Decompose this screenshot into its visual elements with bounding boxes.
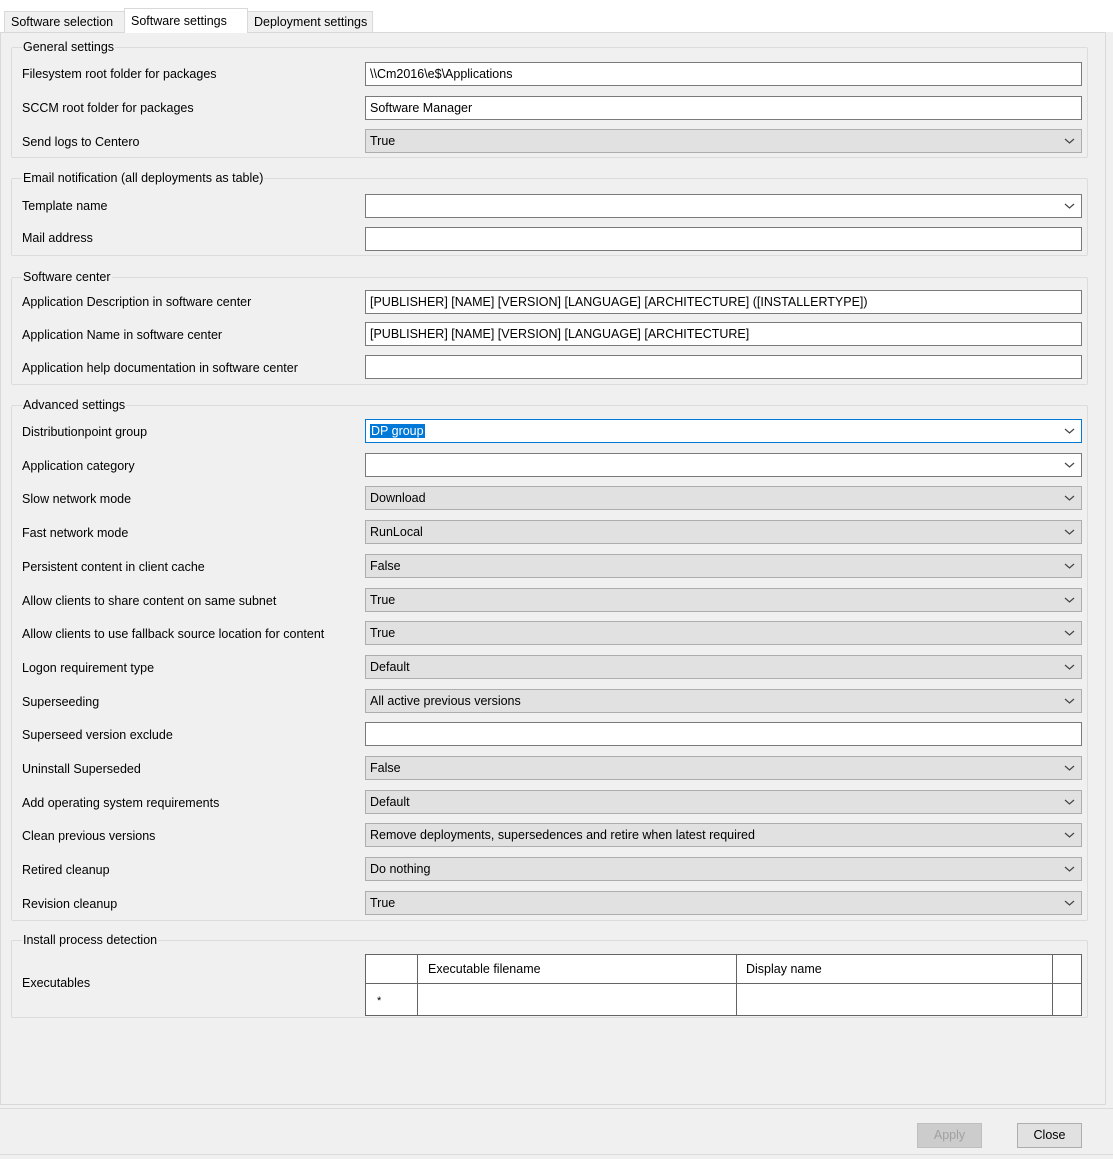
logon-requirement-value: Default bbox=[370, 660, 410, 674]
chevron-down-icon bbox=[1064, 697, 1075, 705]
sccm-root-input[interactable]: Software Manager bbox=[365, 96, 1082, 120]
fs-root-input[interactable]: \\Cm2016\e$\Applications bbox=[365, 62, 1082, 86]
chevron-down-icon bbox=[1064, 461, 1075, 469]
os-requirements-label: Add operating system requirements bbox=[22, 796, 220, 810]
install-detection-legend: Install process detection bbox=[23, 933, 158, 947]
tab-deployment-settings[interactable]: Deployment settings bbox=[247, 11, 373, 32]
retired-cleanup-select[interactable] bbox=[365, 857, 1082, 881]
chevron-down-icon bbox=[1064, 629, 1075, 637]
email-notification-legend: Email notification (all deployments as table) bbox=[23, 171, 264, 185]
uninstall-superseded-value: False bbox=[370, 761, 401, 775]
mail-address-label: Mail address bbox=[22, 231, 93, 245]
footer-divider bbox=[0, 1108, 1113, 1109]
new-row-filename-cell[interactable] bbox=[418, 984, 736, 1015]
chevron-down-icon bbox=[1064, 494, 1075, 502]
template-name-label: Template name bbox=[22, 199, 108, 213]
new-row-marker: * bbox=[377, 995, 382, 1007]
executables-grid[interactable] bbox=[365, 954, 1082, 1016]
apply-button[interactable]: Apply bbox=[917, 1123, 982, 1148]
chevron-down-icon bbox=[1064, 798, 1075, 806]
chevron-down-icon bbox=[1064, 663, 1075, 671]
revision-cleanup-value: True bbox=[370, 896, 396, 910]
app-description-label: Application Description in software center bbox=[22, 295, 252, 309]
chevron-down-icon bbox=[1064, 427, 1075, 435]
revision-cleanup-label: Revision cleanup bbox=[22, 897, 118, 911]
os-requirements-value: Default bbox=[370, 795, 410, 809]
share-content-select[interactable] bbox=[365, 588, 1082, 612]
tab-strip bbox=[0, 0, 1113, 32]
fallback-source-select[interactable] bbox=[365, 621, 1082, 645]
fast-network-label: Fast network mode bbox=[22, 526, 129, 540]
grid-header-display-name[interactable]: Display name bbox=[736, 955, 1052, 984]
uninstall-superseded-label: Uninstall Superseded bbox=[22, 762, 141, 776]
persistent-content-value: False bbox=[370, 559, 401, 573]
close-button[interactable]: Close bbox=[1017, 1123, 1082, 1148]
slow-network-select[interactable] bbox=[365, 486, 1082, 510]
retired-cleanup-value: Do nothing bbox=[370, 862, 431, 876]
app-help-input[interactable] bbox=[365, 355, 1082, 379]
new-row-display-name-cell[interactable] bbox=[737, 984, 1052, 1015]
slow-network-value: Download bbox=[370, 491, 426, 505]
chevron-down-icon bbox=[1064, 528, 1075, 536]
sccm-root-label: SCCM root folder for packages bbox=[22, 101, 194, 115]
chevron-down-icon bbox=[1064, 764, 1075, 772]
send-logs-value: True bbox=[370, 134, 396, 148]
clean-previous-select[interactable] bbox=[365, 823, 1082, 847]
superseed-exclude-label: Superseed version exclude bbox=[22, 728, 173, 742]
persistent-content-select[interactable] bbox=[365, 554, 1082, 578]
grid-divider bbox=[1052, 955, 1053, 1015]
superseeding-select[interactable] bbox=[365, 689, 1082, 713]
send-logs-select[interactable] bbox=[365, 129, 1082, 153]
fast-network-select[interactable] bbox=[365, 520, 1082, 544]
tab-software-selection[interactable]: Software selection bbox=[4, 11, 125, 32]
clean-previous-value: Remove deployments, supersedences and retire when latest required bbox=[370, 828, 755, 842]
share-content-label: Allow clients to share content on same subnet bbox=[22, 594, 277, 608]
template-name-select[interactable] bbox=[365, 194, 1082, 218]
dp-group-label: Distributionpoint group bbox=[22, 425, 148, 439]
clean-previous-label: Clean previous versions bbox=[22, 829, 156, 843]
superseed-exclude-input[interactable] bbox=[365, 722, 1082, 746]
dp-group-select[interactable] bbox=[365, 419, 1082, 443]
fs-root-label: Filesystem root folder for packages bbox=[22, 67, 217, 81]
retired-cleanup-label: Retired cleanup bbox=[22, 863, 110, 877]
grid-header-filename[interactable]: Executable filename bbox=[418, 955, 736, 984]
general-settings-legend: General settings bbox=[23, 40, 115, 54]
executables-label: Executables bbox=[22, 976, 91, 990]
chevron-down-icon bbox=[1064, 865, 1075, 873]
fast-network-value: RunLocal bbox=[370, 525, 423, 539]
app-category-select[interactable] bbox=[365, 453, 1082, 477]
chevron-down-icon bbox=[1064, 562, 1075, 570]
revision-cleanup-select[interactable] bbox=[365, 891, 1082, 915]
superseeding-label: Superseeding bbox=[22, 695, 100, 709]
share-content-value: True bbox=[370, 593, 396, 607]
os-requirements-select[interactable] bbox=[365, 790, 1082, 814]
app-name-input[interactable]: [PUBLISHER] [NAME] [VERSION] [LANGUAGE] [ARCHITECTURE] bbox=[365, 322, 1082, 346]
tab-software-settings[interactable]: Software settings bbox=[124, 8, 248, 33]
chevron-down-icon bbox=[1064, 137, 1075, 145]
app-category-label: Application category bbox=[22, 459, 135, 473]
app-name-label: Application Name in software center bbox=[22, 328, 223, 342]
app-help-label: Application help documentation in software center bbox=[22, 361, 298, 375]
software-center-legend: Software center bbox=[23, 270, 111, 284]
logon-requirement-label: Logon requirement type bbox=[22, 661, 155, 675]
send-logs-label: Send logs to Centero bbox=[22, 135, 140, 149]
advanced-settings-legend: Advanced settings bbox=[23, 398, 126, 412]
mail-address-input[interactable] bbox=[365, 227, 1082, 251]
persistent-content-label: Persistent content in client cache bbox=[22, 560, 205, 574]
slow-network-label: Slow network mode bbox=[22, 492, 132, 506]
fallback-source-label: Allow clients to use fallback source location for content bbox=[22, 627, 325, 641]
chevron-down-icon bbox=[1064, 831, 1075, 839]
app-description-input[interactable]: [PUBLISHER] [NAME] [VERSION] [LANGUAGE] [ARCHITECTURE] ([INSTALLERTYPE]) bbox=[365, 290, 1082, 314]
chevron-down-icon bbox=[1064, 202, 1075, 210]
dp-group-value: DP group bbox=[371, 424, 424, 438]
uninstall-superseded-select[interactable] bbox=[365, 756, 1082, 780]
fallback-source-value: True bbox=[370, 626, 396, 640]
chevron-down-icon bbox=[1064, 899, 1075, 907]
chevron-down-icon bbox=[1064, 596, 1075, 604]
logon-requirement-select[interactable] bbox=[365, 655, 1082, 679]
superseeding-value: All active previous versions bbox=[370, 694, 521, 708]
bottom-divider bbox=[0, 1154, 1113, 1155]
